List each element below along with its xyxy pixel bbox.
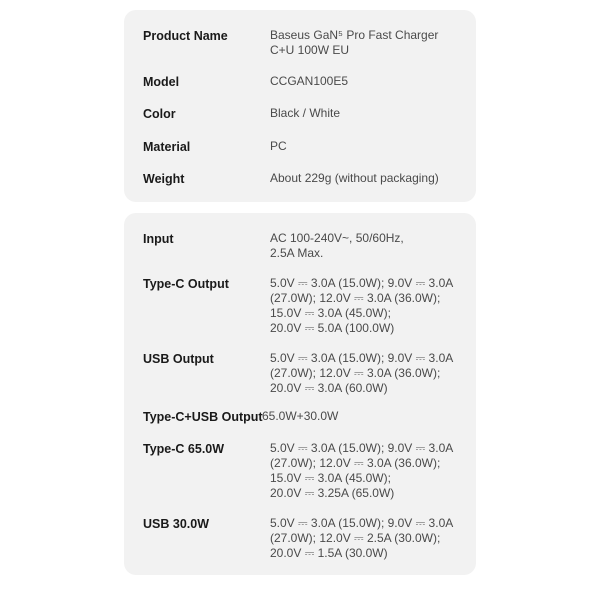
spec-value-line: 2.5A Max.	[270, 246, 324, 260]
spec-value	[270, 139, 488, 154]
spec-value	[262, 409, 480, 424]
spec-value	[270, 106, 488, 121]
spec-value-line: Baseus GaN⁵ Pro Fast Charger	[270, 28, 439, 42]
spec-value-line: About 229g (without packaging)	[270, 171, 439, 185]
spec-value-line: C+U 100W EU	[270, 43, 350, 57]
spec-value-line: 20.0V ⎓ 5.0A (100.0W)	[270, 321, 395, 335]
spec-value	[270, 171, 488, 186]
spec-value-line: AC 100-240V~, 50/60Hz,	[270, 231, 404, 245]
spec-label: USB 30.0W	[143, 517, 209, 531]
spec-value-line: 5.0V ⎓ 3.0A (15.0W); 9.0V ⎓ 3.0A	[270, 276, 454, 290]
spec-value-line: 5.0V ⎓ 3.0A (15.0W); 9.0V ⎓ 3.0A	[270, 516, 454, 530]
spec-value-line: CCGAN100E5	[270, 74, 349, 88]
spec-value	[270, 276, 488, 336]
spec-value	[270, 231, 488, 261]
spec-value-line: (27.0W); 12.0V ⎓ 2.5A (30.0W);	[270, 531, 441, 545]
spec-value	[270, 441, 488, 501]
spec-value	[270, 28, 488, 58]
spec-label: Type-C Output	[143, 277, 229, 291]
spec-label: Material	[143, 140, 191, 154]
spec-label: Type-C+USB Output	[143, 410, 263, 424]
spec-value-line: (27.0W); 12.0V ⎓ 3.0A (36.0W);	[270, 366, 441, 380]
spec-value	[270, 516, 488, 561]
spec-value-line: 15.0V ⎓ 3.0A (45.0W);	[270, 471, 391, 485]
spec-label: Product Name	[143, 29, 228, 43]
spec-value	[270, 74, 488, 89]
spec-label: Weight	[143, 172, 185, 186]
spec-label: Model	[143, 75, 180, 89]
spec-value-line: 20.0V ⎓ 1.5A (30.0W)	[270, 546, 388, 560]
product-info-card	[124, 10, 476, 202]
spec-value-line: 20.0V ⎓ 3.0A (60.0W)	[270, 381, 388, 395]
spec-value-line: 5.0V ⎓ 3.0A (15.0W); 9.0V ⎓ 3.0A	[270, 441, 454, 455]
spec-label: Color	[143, 107, 176, 121]
spec-value-line: (27.0W); 12.0V ⎓ 3.0A (36.0W);	[270, 291, 441, 305]
spec-label: Type-C 65.0W	[143, 442, 225, 456]
electrical-specs-card	[124, 213, 476, 575]
spec-value-line: 65.0W+30.0W	[262, 409, 339, 423]
spec-value-line: 5.0V ⎓ 3.0A (15.0W); 9.0V ⎓ 3.0A	[270, 351, 454, 365]
spec-value	[270, 351, 488, 396]
spec-label: Input	[143, 232, 174, 246]
spec-value-line: PC	[270, 139, 287, 153]
spec-label: USB Output	[143, 352, 214, 366]
spec-value-line: (27.0W); 12.0V ⎓ 3.0A (36.0W);	[270, 456, 441, 470]
spec-value-line: 15.0V ⎓ 3.0A (45.0W);	[270, 306, 391, 320]
spec-value-line: Black / White	[270, 106, 341, 120]
spec-value-line: 20.0V ⎓ 3.25A (65.0W)	[270, 486, 395, 500]
